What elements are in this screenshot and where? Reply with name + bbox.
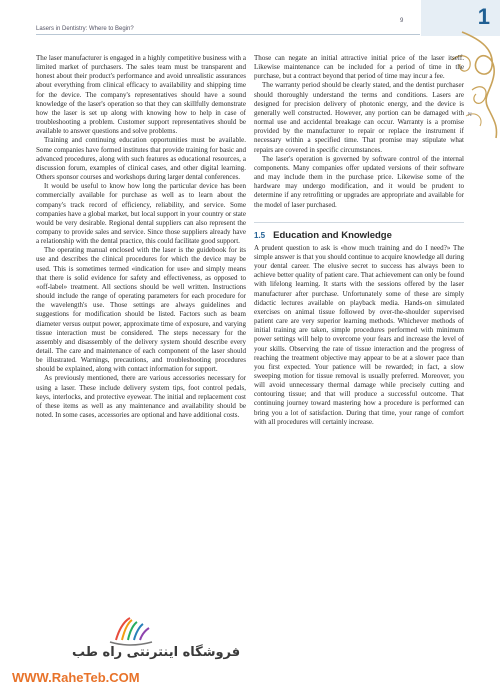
paragraph: Training and continuing education opportunities must be available. Some companies have formed institutes that provide training for basic and advanced procedures, along with such features as educational resources, a discussion forum, examples of clinical cases, and other digital learning. Others sponsor courses and workshops during larger dental conferences. (36, 136, 246, 182)
paragraph: The laser manufacturer is engaged in a highly competitive business with a limited market of purchasers. The sales team must be transparent and honest about their product's performance and avoid unrealistic assurances about everything from clinical efficacy to availability and shipping time for the device. The company's representatives should have a sound knowledge of the laser's operation so that they can skillfully demonstrate how the laser is set up along with knowing how to help in case of troubleshooting a problem. Customer support representatives should be available to answer questions and solve problems. (36, 54, 246, 136)
paragraph: Those can negate an initial attractive initial price of the laser itself. Likewise maintenance can be included for a period of time in the purchase, but a contract beyond that period of time may incur a fee. (254, 54, 464, 81)
section-number: 1.5 (254, 230, 266, 240)
paragraph: It would be useful to know how long the particular device has been commercially available for purchase as well as to learn about the company's track record of efficiency, reliability, and service. Some companies have a global market, but local support in your country or state would be very desirable. Regional dental suppliers can also represent the company to provide sales and service. Since those suppliers already have a relationship with the dental practice, this could facilitate good support. (36, 182, 246, 246)
paragraph: The laser's operation is governed by software control of the internal components. Many companies offer updated versions of their software and may include them in the purchase price. Likewise some of the hardware may undergo modification, and it would be prudent to determine if any retrofitting or upgrades are appropriate and available for the model of laser purchased. (254, 154, 464, 209)
section-heading (254, 222, 464, 240)
watermark-persian: فروشگاه اینترنتی راه طب (72, 645, 241, 660)
section-title: Education and Knowledge (273, 229, 392, 241)
paragraph: As previously mentioned, there are various accessories necessary for using a laser. These include delivery system tips, foot control pedals, keys, interlocks, and protective eyewear. The initial and replacement cost of these items as well as any maintenance and availability should be noted. In some cases, accessories are optional and have additional costs. (36, 374, 246, 420)
watermark-url: WWW.RaheTeb.COM (12, 670, 140, 685)
right-column (254, 54, 464, 427)
page-number: 9 (400, 18, 404, 24)
side-marker: N (468, 112, 472, 118)
chapter-number: 1 (477, 4, 490, 29)
left-column (36, 54, 246, 420)
running-head: Lasers in Dentistry: Where to Begin? (36, 26, 134, 32)
paragraph: The operating manual enclosed with the laser is the guidebook for its use and describes the clinical procedures for which the device may be used. This is sometimes termed «indication for use» and simply means that there is solid evidence for safety and effectiveness, as opposed to «off-label» treatment. All sections should be well written. Instructions should include the range of operating parameters for each procedure for the wavelength's use. Those settings are always guidelines and suggestions for modification should be listed. Factors such as beam diameter versus output power, approximate time of exposure, and varying tissue interaction must be considered. The steps necessary for the assembly and disassembly of the delivery system should describe every detail. The care and maintenance of each component of the laser should be illustrated. Warnings, precautions, and troubleshooting procedures should be explained, along with contact information for support. (36, 246, 246, 374)
page-header (0, 0, 500, 38)
paragraph: A prudent question to ask is «how much training and do I need?» The simple answer is that you should continue to acquire knowledge all during your dental career. The elusive secret to success has always been to achieve better quality of patient care. That achievement can only be found with lifelong learning. It starts with the sessions offered by the laser manufacturer after purchase. Unfortunately some of these are simply didactic lectures available on playback media. Hands-on simulated exercises on animal tissue followed by over-the-shoulder supervised patient care are very superior learning methods. Whichever methods of initial training are taken, simple procedures performed with minimum power settings will help to overcome your fears and increase the level of your skills. Observing the rate of tissue interaction and the progress of reaching the treatment objective may appear to be at a slower pace than you first expected. Your patience will be rewarded; in fact, a slow sweeping motion for tissue removal is usually preferred. Moreover, you will avoid unnecessary thermal damage while precisely cutting and contouring tissue; and that will produce a successful outcome. That continuing journey toward mastering how a procedure is performed can bring you a lot of satisfaction. During that time, your range of comfort with all procedures will certainly increase. (254, 243, 464, 426)
header-rule (36, 34, 420, 35)
paragraph: The warranty period should be clearly stated, and the dentist purchaser should thoroughly understand the terms and conditions. Lasers are designed for precision delivery of photonic energy, and the device is generally well constructed. However, any portion can be damaged with normal use and accidental breakage can occur. Warranty is a promise provided by the manufacturer to repair or replace the instrument if necessary within a specified time. That promise may stipulate what repairs are covered in specific circumstances. (254, 81, 464, 154)
